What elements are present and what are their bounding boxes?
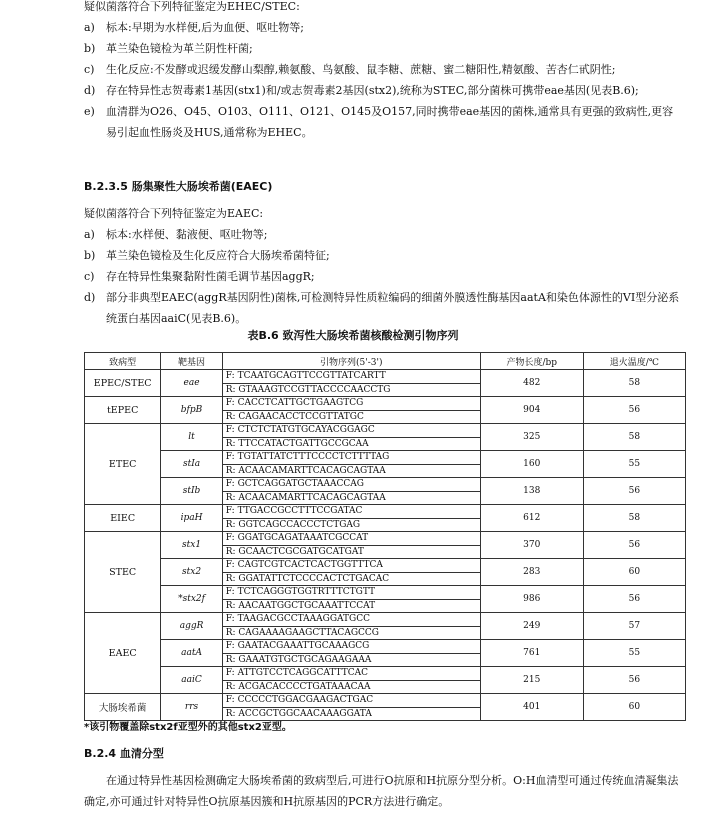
target-gene-cell: ipaH <box>161 505 222 532</box>
product-length-cell: 325 <box>480 424 583 451</box>
target-gene-cell: bfpB <box>161 397 222 424</box>
pathotype-cell: tEPEC <box>85 397 161 424</box>
eaec-heading: B.2.3.5 肠集聚性大肠埃希菌(EAEC) <box>84 180 273 193</box>
list-item <box>84 266 684 287</box>
list-marker: a) <box>84 21 95 34</box>
annealing-temp-cell: 55 <box>583 640 685 667</box>
target-gene-cell: aggR <box>161 613 222 640</box>
forward-primer-cell: F: TCTCAGGGTGGTRTTTCTGTT <box>222 586 480 600</box>
product-length-cell: 249 <box>480 613 583 640</box>
forward-primer-cell: F: GAATACGAAATTGCAAAGCG <box>222 640 480 654</box>
forward-primer-cell: F: ATTGTCCTCAGGCATTTCAC <box>222 667 480 681</box>
annealing-temp-cell: 60 <box>583 694 685 721</box>
list-text: 血清群为O26、O45、O103、O111、O121、O145及O157,同时携带eae基因的菌株,通常具有更强的致病性,更容易引起血性肠炎及HUS,通常称为EHEC。 <box>106 105 674 139</box>
product-length-cell: 138 <box>480 478 583 505</box>
product-length-cell: 401 <box>480 694 583 721</box>
table-row <box>85 532 686 546</box>
list-text: 标本:早期为水样便,后为血便、呕吐物等; <box>106 21 304 34</box>
annealing-temp-cell: 58 <box>583 505 685 532</box>
table-row <box>85 397 686 411</box>
forward-primer-cell: F: GCTCAGGATGCTAAACCAG <box>222 478 480 492</box>
forward-primer-cell: F: TAAGACGCCTAAAGGATGCC <box>222 613 480 627</box>
forward-primer-cell: F: CACCTCATTGCTGAAGTCG <box>222 397 480 411</box>
table-caption: 表B.6 致泻性大肠埃希菌核酸检测引物序列 <box>247 329 459 342</box>
forward-primer-cell: F: TGTATTATCTTTCCCCTCTTTTAG <box>222 451 480 465</box>
table-row <box>85 451 686 465</box>
table-row <box>85 424 686 438</box>
table-row <box>85 694 686 708</box>
target-gene-cell: rrs <box>161 694 222 721</box>
list-item <box>84 17 684 38</box>
target-gene-cell: aatA <box>161 640 222 667</box>
pathotype-cell: ETEC <box>85 424 161 505</box>
serotype-paragraph: 在通过特异性基因检测确定大肠埃希菌的致病型后,可进行O抗原和H抗原分型分析。O:H血清型可通过传统血清凝集法确定,亦可通过针对特异性O抗原基因簇和H抗原基因的PCR方法进行确定。 <box>84 774 679 808</box>
list-marker: a) <box>84 228 95 241</box>
product-length-cell: 160 <box>480 451 583 478</box>
product-length-cell: 482 <box>480 370 583 397</box>
list-item <box>84 101 684 143</box>
eaec-section <box>84 203 684 329</box>
forward-primer-cell: F: GGATGCAGATAAATCGCCAT <box>222 532 480 546</box>
target-gene-cell: stx2 <box>161 559 222 586</box>
product-length-cell: 904 <box>480 397 583 424</box>
list-item <box>84 59 684 80</box>
target-gene-cell: stIb <box>161 478 222 505</box>
list-text: 革兰染色镜检为革兰阴性杆菌; <box>106 42 253 55</box>
list-text: 标本:水样便、黏液便、呕吐物等; <box>106 228 268 241</box>
target-gene-cell: aaiC <box>161 667 222 694</box>
reverse-primer-cell: R: ACAACAMARTTCACAGCAGTAA <box>222 464 480 478</box>
pathotype-cell: 大肠埃希菌 <box>85 694 161 721</box>
table-row <box>85 505 686 519</box>
list-marker: b) <box>84 42 96 55</box>
list-item <box>84 245 684 266</box>
header-pathotype: 致病型 <box>85 353 161 370</box>
target-gene-cell: stx1 <box>161 532 222 559</box>
list-marker: d) <box>84 291 96 304</box>
ehec-intro: 疑似菌落符合下列特征鉴定为EHEC/STEC: <box>84 0 300 13</box>
list-text: 部分非典型EAEC(aggR基因阴性)菌株,可检测特异性质粒编码的细菌外膜透性酶基因aatA和染色体源性的VI型分泌系统蛋白基因aaiC(见表B.6)。 <box>106 291 680 325</box>
reverse-primer-cell: R: GAAATGTGCTGCAGAAGAAA <box>222 653 480 667</box>
list-marker: b) <box>84 249 96 262</box>
list-item <box>84 287 684 329</box>
table-row <box>85 640 686 654</box>
list-text: 存在特异性集聚黏附性菌毛调节基因aggR; <box>106 270 315 283</box>
annealing-temp-cell: 56 <box>583 532 685 559</box>
ehec-stec-section <box>84 0 684 143</box>
reverse-primer-cell: R: GCAACTCGCGATGCATGAT <box>222 545 480 559</box>
forward-primer-cell: F: CAGTCGTCACTCACTGGTTTCA <box>222 559 480 573</box>
list-text: 存在特异性志贺毒素1基因(stx1)和/或志贺毒素2基因(stx2),统称为STEC,部分菌株可携带eae基因(见表B.6); <box>106 84 639 97</box>
table-row <box>85 586 686 600</box>
reverse-primer-cell: R: AACAATGGCTGCAAATTCCAT <box>222 599 480 613</box>
header-primer-sequence: 引物序列(5'-3') <box>222 353 480 370</box>
list-marker: c) <box>84 63 95 76</box>
reverse-primer-cell: R: ACAACAMARTTCACAGCAGTAA <box>222 491 480 505</box>
annealing-temp-cell: 60 <box>583 559 685 586</box>
list-marker: e) <box>84 105 95 118</box>
forward-primer-cell: F: CCCCCTGGACGAAGACTGAC <box>222 694 480 708</box>
table-row <box>85 370 686 384</box>
product-length-cell: 370 <box>480 532 583 559</box>
table-header-row <box>85 353 686 370</box>
annealing-temp-cell: 56 <box>583 397 685 424</box>
forward-primer-cell: F: TTGACCGCCTTTCCGATAC <box>222 505 480 519</box>
reverse-primer-cell: R: ACGACACCCCTGATAAACAA <box>222 680 480 694</box>
reverse-primer-cell: R: TTCCATACTGATTGCCGCAA <box>222 437 480 451</box>
header-annealing-temp: 退火温度/℃ <box>583 353 685 370</box>
list-item <box>84 38 684 59</box>
annealing-temp-cell: 55 <box>583 451 685 478</box>
table-row <box>85 478 686 492</box>
annealing-temp-cell: 58 <box>583 370 685 397</box>
list-text: 生化反应:不发酵或迟缓发酵山梨醇,赖氨酸、鸟氨酸、鼠李糖、蔗糖、蜜二糖阳性,精氨酸、苦杏仁甙阴性; <box>106 63 616 76</box>
header-target-gene: 靶基因 <box>161 353 222 370</box>
eaec-intro: 疑似菌落符合下列特征鉴定为EAEC: <box>84 207 264 220</box>
forward-primer-cell: F: TCAATGCAGTTCCGTTATCARTT <box>222 370 480 384</box>
product-length-cell: 215 <box>480 667 583 694</box>
pathotype-cell: EPEC/STEC <box>85 370 161 397</box>
list-marker: d) <box>84 84 96 97</box>
list-marker: c) <box>84 270 95 283</box>
annealing-temp-cell: 58 <box>583 424 685 451</box>
list-item <box>84 80 684 101</box>
reverse-primer-cell: R: GGTCAGCCACCCTCTGAG <box>222 518 480 532</box>
forward-primer-cell: F: CTCTCTATGTGCAYACGGAGC <box>222 424 480 438</box>
reverse-primer-cell: R: GGATATTCTCCCCACTCTGACAC <box>222 572 480 586</box>
table-row <box>85 613 686 627</box>
product-length-cell: 612 <box>480 505 583 532</box>
table-row <box>85 559 686 573</box>
target-gene-cell: lt <box>161 424 222 451</box>
reverse-primer-cell: R: GTAAAGTCCGTTACCCCAACCTG <box>222 383 480 397</box>
table-footnote: *该引物覆盖除stx2f亚型外的其他stx2亚型。 <box>84 722 292 733</box>
reverse-primer-cell: R: CAGAACACCTCCGTTATGC <box>222 410 480 424</box>
product-length-cell: 283 <box>480 559 583 586</box>
annealing-temp-cell: 56 <box>583 586 685 613</box>
annealing-temp-cell: 56 <box>583 667 685 694</box>
product-length-cell: 761 <box>480 640 583 667</box>
reverse-primer-cell: R: CAGAAAAGAAGCTTACAGCCG <box>222 626 480 640</box>
pathotype-cell: EIEC <box>85 505 161 532</box>
pathotype-cell: EAEC <box>85 613 161 694</box>
list-item <box>84 224 684 245</box>
target-gene-cell: eae <box>161 370 222 397</box>
primer-table <box>84 352 686 721</box>
annealing-temp-cell: 57 <box>583 613 685 640</box>
annealing-temp-cell: 56 <box>583 478 685 505</box>
list-text: 革兰染色镜检及生化反应符合大肠埃希菌特征; <box>106 249 330 262</box>
product-length-cell: 986 <box>480 586 583 613</box>
header-product-length: 产物长度/bp <box>480 353 583 370</box>
reverse-primer-cell: R: ACCGCTGGCAACAAAGGATA <box>222 707 480 721</box>
pathotype-cell: STEC <box>85 532 161 613</box>
target-gene-cell: *stx2f <box>161 586 222 613</box>
target-gene-cell: stIa <box>161 451 222 478</box>
table-row <box>85 667 686 681</box>
serotype-heading: B.2.4 血清分型 <box>84 747 164 760</box>
